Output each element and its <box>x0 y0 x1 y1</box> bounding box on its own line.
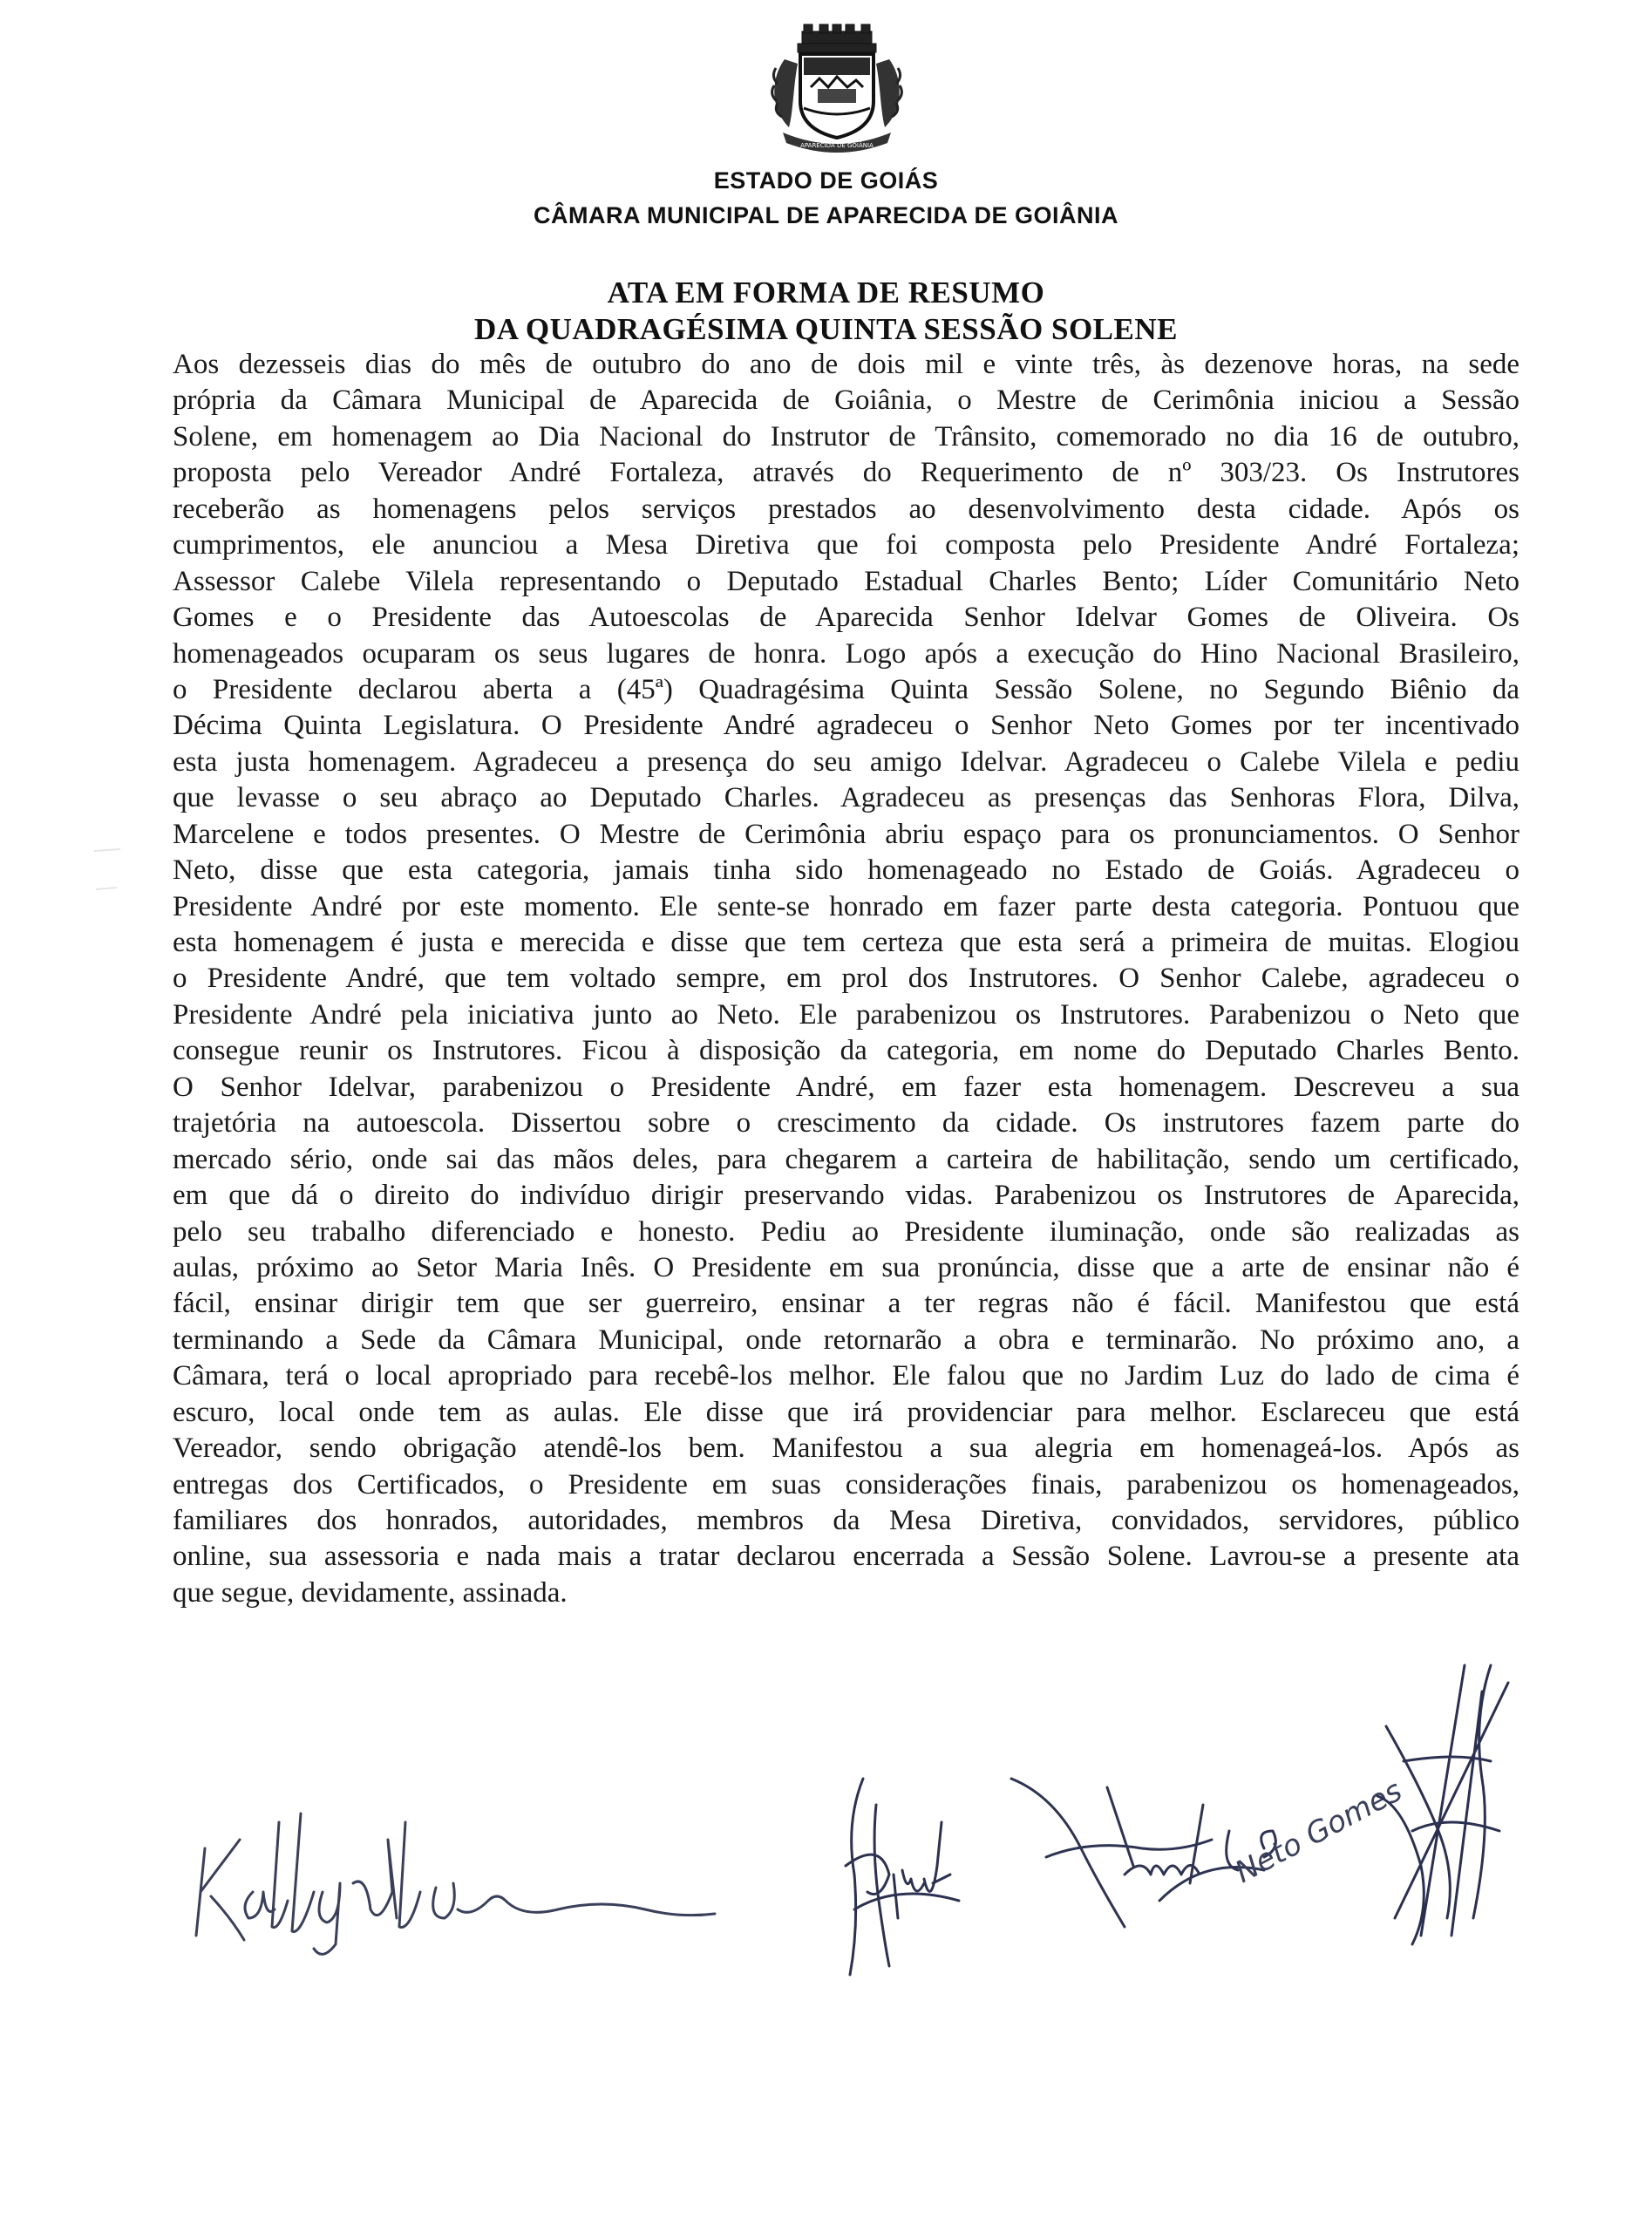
body-line: terminando a Sede da Câmara Municipal, onde retornarão a obra e terminarão. No próximo ano, a <box>173 1324 1519 1356</box>
body-line: online, sua assessoria e nada mais a tratar declarou encerrada a Sessão Solene. Lavrou-se a presente ata <box>173 1541 1519 1573</box>
signature-2 <box>828 1770 976 1988</box>
body-line: O Senhor Idelvar, parabenizou o Presidente André, em fazer esta homenagem. Descreveu a sua <box>173 1071 1519 1103</box>
handwritten-name: Neto Gomes <box>1229 1773 1408 1890</box>
municipal-coat-of-arms-icon <box>750 24 924 155</box>
body-line: Câmara, terá o local apropriado para recebê-los melhor. Ele falou que no Jardim Luz do lado de cima é <box>173 1360 1519 1392</box>
body-line: homenageados ocuparam os seus lugares de honra. Logo após a execução do Hino Nacional Brasileiro, <box>173 637 1519 670</box>
body-line: que levasse o seu abraço ao Deputado Charles. Agradeceu as presenças das Senhoras Flora, Dilva, <box>173 782 1519 814</box>
minutes-body <box>173 347 1519 1611</box>
body-line: Marcelene e todos presentes. O Mestre de Cerimônia abriu espaço para os pronunciamentos. O Senhor <box>173 818 1519 850</box>
body-line: em que dá o direito do indivíduo dirigir preservando vidas. Parabenizou os Instrutores de Aparecida, <box>173 1180 1519 1212</box>
body-line: Presidente André pela iniciativa junto ao Neto. Ele parabenizou os Instrutores. Parabenizou o Neto que <box>173 998 1519 1031</box>
body-line: cumprimentos, ele anunciou a Mesa Diretiva que foi composta pelo Presidente André Fortaleza; <box>173 529 1519 561</box>
body-line: própria da Câmara Municipal de Aparecida de Goiânia, o Mestre de Cerimônia iniciou a Sessão <box>173 384 1519 417</box>
body-line-last: que segue, devidamente, assinada. <box>173 1576 568 1609</box>
state-heading: ESTADO DE GOIÁS <box>713 167 939 194</box>
svg-text:APARECIDA DE GOIÂNIA: APARECIDA DE GOIÂNIA <box>800 142 874 149</box>
body-line: esta justa homenagem. Agradeceu a presença do seu amigo Idelvar. Agradeceu o Calebe Vilela e pediu <box>173 745 1519 778</box>
signature-3 <box>1003 1726 1408 1953</box>
body-line: fácil, ensinar dirigir tem que ser guerreiro, ensinar a ter regras não é fácil. Manifestou que está <box>173 1288 1519 1320</box>
body-line: Solene, em homenagem ao Dia Nacional do Instrutor de Trânsito, comemorado no dia 16 de outubro, <box>173 420 1519 453</box>
body-line: Aos dezesseis dias do mês de outubro do ano de dois mil e vinte três, às dezenove horas, na sede <box>173 349 1519 380</box>
body-line: proposta pelo Vereador André Fortaleza, através do Requerimento de nº 303/23. Os Instrutores <box>173 457 1519 489</box>
body-line: familiares dos honrados, autoridades, membros da Mesa Diretiva, convidados, servidores, público <box>173 1505 1519 1536</box>
body-line: escuro, local onde tem as aulas. Ele disse que irá providenciar para melhor. Esclareceu que está <box>173 1396 1519 1428</box>
body-line: o Presidente declarou aberta a (45ª) Quadragésima Quinta Sessão Solene, no Segundo Biênio da <box>173 673 1519 705</box>
body-line: consegue reunir os Instrutores. Ficou à disposição da categoria, em nome do Deputado Charles Bento. <box>173 1035 1519 1067</box>
body-line: Assessor Calebe Vilela representando o Deputado Estadual Charles Bento; Líder Comunitário Neto <box>173 565 1519 597</box>
document-title-line-2: DA QUADRAGÉSIMA QUINTA SESSÃO SOLENE <box>474 312 1178 346</box>
body-line: o Presidente André, que tem voltado sempre, em prol dos Instrutores. O Senhor Calebe, agradeceu o <box>173 963 1519 995</box>
body-line: Décima Quinta Legislatura. O Presidente André agradeceu o Senhor Neto Gomes por ter incentivado <box>173 710 1519 742</box>
body-line: mercado sério, onde sai das mãos deles, para chegarem a carteira de habilitação, sendo um certificado, <box>173 1143 1519 1175</box>
body-line: pelo seu trabalho diferenciado e honesto. Pediu ao Presidente iluminação, onde são realizadas as <box>173 1215 1519 1248</box>
signature-4 <box>1369 1657 1526 1953</box>
body-line: Neto, disse que esta categoria, jamais tinha sido homenageado no Estado de Goiás. Agradeceu o <box>173 854 1519 887</box>
chamber-heading: CÂMARA MUNICIPAL DE APARECIDA DE GOIÂNIA <box>533 202 1118 228</box>
document-title-line-1: ATA EM FORMA DE RESUMO <box>607 276 1045 310</box>
body-line: entregas dos Certificados, o Presidente em suas considerações finais, parabenizou os homenageados, <box>173 1468 1519 1500</box>
body-line: Gomes e o Presidente das Autoescolas de Aparecida Senhor Idelvar Gomes de Oliveira. Os <box>173 602 1519 634</box>
signature-1 <box>192 1787 767 1962</box>
body-line: receberão as homenagens pelos serviços prestados ao desenvolvimento desta cidade. Após os <box>173 493 1519 525</box>
body-line: trajetória na autoescola. Dissertou sobre o crescimento da cidade. Os instrutores fazem parte do <box>173 1107 1519 1140</box>
body-line: Vereador, sendo obrigação atendê-los bem. Manifestou a sua alegria em homenageá-los. Após as <box>173 1432 1519 1465</box>
body-line: esta homenagem é justa e merecida e disse que tem certeza que esta será a primeira de muitas. Elogiou <box>173 927 1519 958</box>
body-line: aulas, próximo ao Setor Maria Inês. O Presidente em sua pronúncia, disse que a arte de ensinar não é <box>173 1251 1519 1283</box>
body-line: Presidente André por este momento. Ele sente-se honrado em fazer parte desta categoria. Pontuou que <box>173 890 1519 922</box>
scan-mark <box>91 844 126 896</box>
